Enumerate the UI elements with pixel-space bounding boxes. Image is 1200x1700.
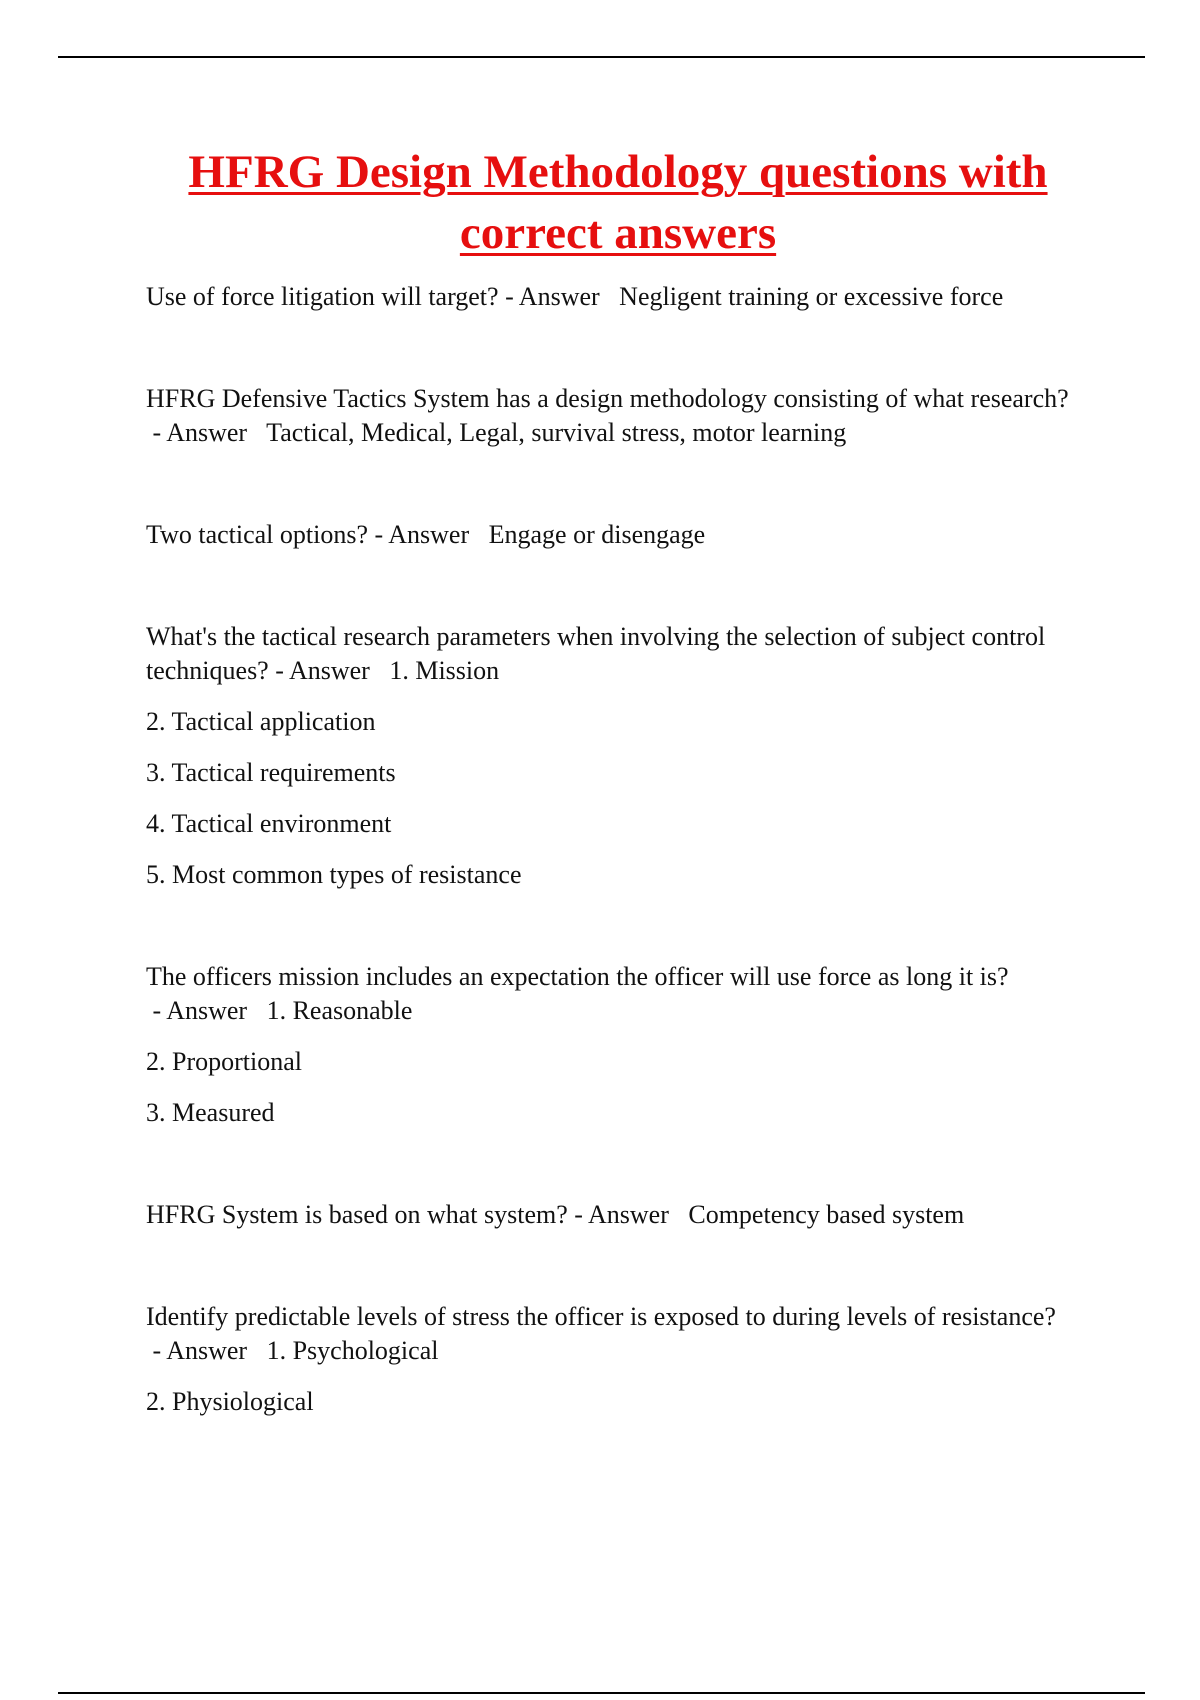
answer-list-item: 3. Measured <box>146 1098 275 1127</box>
question-text: HFRG Defensive Tactics System has a design methodology consisting of what research? <box>146 384 1069 413</box>
answer-list-item: 3. Tactical requirements <box>146 758 396 787</box>
answer-text: 1. Mission <box>389 656 500 685</box>
qa-line <box>146 382 1096 450</box>
answer-list-item: 4. Tactical environment <box>146 809 392 838</box>
qa-line <box>146 1300 1096 1368</box>
qa-line <box>146 518 1096 552</box>
answer-text: Competency based system <box>688 1200 965 1229</box>
footer-rule <box>58 1692 1145 1694</box>
answer-separator: - Answer <box>498 282 620 311</box>
answer-list-item: 5. Most common types of resistance <box>146 860 522 889</box>
qa-item <box>146 1300 1096 1419</box>
answer-text: Tactical, Medical, Legal, survival stress, motor learning <box>266 418 847 447</box>
answer-separator: - Answer <box>368 520 489 549</box>
header-rule <box>58 56 1145 58</box>
answer-list-item: 2. Physiological <box>146 1387 314 1416</box>
question-text: Identify predictable levels of stress the officer is exposed to during levels of resistance? <box>146 1302 1056 1331</box>
answer-separator: - Answer <box>146 1336 267 1365</box>
qa-line <box>146 1198 1096 1232</box>
document-title: HFRG Design Methodology questions with correct answers <box>188 146 1048 259</box>
answer-text: 1. Psychological <box>266 1336 439 1365</box>
answer-text: Engage or disengage <box>488 520 706 549</box>
answer-text: 1. Reasonable <box>266 996 413 1025</box>
answer-separator: - Answer <box>567 1200 689 1229</box>
qa-item <box>146 518 1096 552</box>
answer-separator: - Answer <box>146 418 267 447</box>
answer-list-item: 2. Proportional <box>146 1047 302 1076</box>
qa-item <box>146 1198 1096 1232</box>
qa-list <box>146 280 1096 1487</box>
qa-item <box>146 960 1096 1130</box>
question-text: What's the tactical research parameters when involving the selection of subject control techniques? <box>146 622 1046 685</box>
qa-line <box>146 960 1096 1028</box>
question-text: HFRG System is based on what system? <box>146 1200 568 1229</box>
qa-item <box>146 280 1096 314</box>
answer-list-item: 2. Tactical application <box>146 707 376 736</box>
qa-line <box>146 280 1096 314</box>
answer-separator: - Answer <box>268 656 390 685</box>
question-text: Two tactical options? <box>146 520 369 549</box>
qa-item <box>146 620 1096 892</box>
question-text: The officers mission includes an expectation the officer will use force as long it is? <box>146 962 1009 991</box>
answer-separator: - Answer <box>146 996 267 1025</box>
qa-item <box>146 382 1096 450</box>
answer-text: Negligent training or excessive force <box>619 282 1004 311</box>
qa-line <box>146 620 1096 688</box>
question-text: Use of force litigation will target? <box>146 282 499 311</box>
